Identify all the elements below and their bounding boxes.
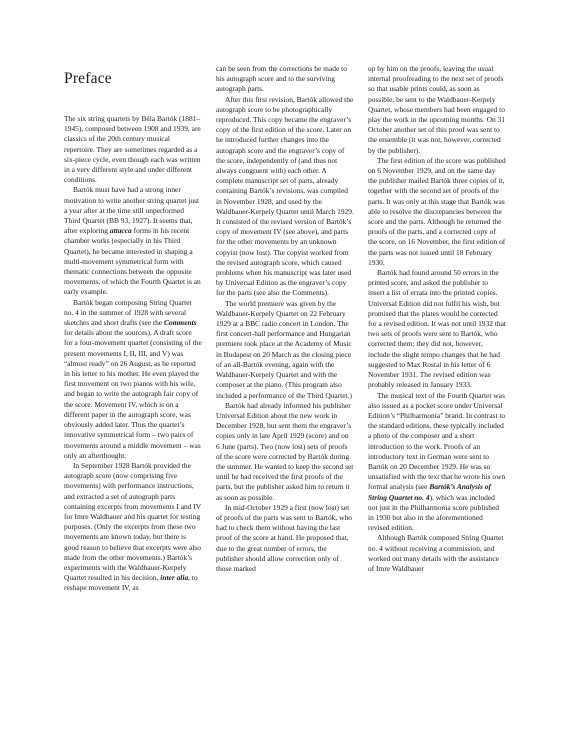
text-column-2 [216, 64, 354, 574]
text-column-1 [64, 114, 202, 594]
paragraph: Bartók had already informed his publisher Universal Edition about the new work in December 1928, but sent them the engraver’s copies only in late April 1929 (score) and on 6 June (parts). Two (now lost) sets of proofs of the score were corrected by Bartók during the summer. He wanted to keep the second set until he had received the first proofs of the parts, but the publisher asked him to return it as soon as possible. [216, 400, 354, 502]
paragraph: The first edition of the score was published on 6 November 1929, and on the same day the publisher mailed Bartók three copies of it, together with the second set of proofs of the parts. It was only at this stage that Bartók was able to resolve the discrepancies between the score and the parts. Although he returned the proofs of the parts, and a corrected copy of the score, on 16 November, the first edition of the parts was not issued until 18 February 1930. [368, 155, 506, 267]
paragraph: Although Bartók composed String Quartet no. 4 without receiving a commission, and worked out many details with the assistance of Imre Waldbauer [368, 533, 504, 573]
paragraph: Bartók had found around 50 errors in the printed score, and asked the publisher to insert a list of errata into the printed copies. Universal Edition did not fulfil his wish, but promised that the plates would be corrected for a revised edition. It was not until 1932 that two sets of proofs were sent to Bartók, who corrected them; they did not, however, include the slight tempo changes that he had suggested to Max Rostal in his letter of 6 November 1931. The revised edition was probably released in January 1933. [368, 268, 506, 390]
paragraph: Bartók must have had a strong inner motivation to write another string quartet just a year after at the time still unperformed Third Quartet (BB 93, 1927). It seems that, after exploring attacca forms in his recent chamber works (especially in his Third Quartet), he became interested in shaping a multi-movement symmetrical form with thematic connections between the opposite movements, of which the Fourth Quartet is an early example. [64, 185, 201, 297]
text-column-3 [368, 64, 506, 574]
paragraph: The six string quartets by Béla Bartók (1881–1945), composed between 1908 and 1939, are classics of the 20th century musical repertoire. They are sometimes regarded as a six-piece cycle, even though each was written in a very different style and under different conditions. [64, 114, 201, 185]
paragraph: In September 1928 Bartók provided the autograph score (now comprising five movements) with performance instructions, and extracted a set of autograph parts containing excerpts from movements I and IV for Imre Waldbauer and his quartet for testing purposes. (Only the excerpts from these two movements are known today, but there is good reason to believe that excerpts were also made from the other movements.) Bartók’s experiments with the Waldbauer-Kerpely Quartet resulted in his decision, inter alia, to reshape movement IV, as [64, 460, 202, 593]
page-title: Preface [64, 70, 112, 87]
paragraph: The musical text of the Fourth Quartet was also issued as a pocket score under Universal Edition’s “Philharmonia” brand. In contrast to the standard editions, these typically included a photo of the composer and a short introduction to the work. Proofs of an introductory text in German were sent to Bartók on 20 December 1929. He was so unsatisfied with the text that he wrote his own formal analysis (see Bartók’s Analysis of String Quartet no. 4), which was included not just in the Philharmonia score published in 1930 but also in the aforementioned revised edition. [368, 390, 506, 533]
paragraph: Bartók began composing String Quartet no. 4 in the summer of 1928 with several sketches and short drafts (see the Comments for details about the sources). A draft score for a four-movement quartet (consisting of the present movements I, II, III, and V) was “almost ready” on 26 August, as he reported in his letter to his mother. He even played the first movement on two pianos with his wife, and began to write the autograph fair copy of the score. Movement IV, which is on a different paper in the autograph score, was obviously added later. Thus the quartet’s innovative symmetrical form – two pairs of movements around a middle movement – was only an afterthought. [64, 297, 202, 460]
paragraph: In mid-October 1929 a first (now lost) set of proofs of the parts was sent to Bartók, who had to check them without having the last proof of the score at hand. He proposed that, due to the great number of errors, the publisher should allow correction only of those marked [216, 502, 352, 573]
paragraph: After this first revision, Bartók allowed the autograph score to be photographically reproduced. This copy became the engraver’s copy of the first edition of the score. Later on he introduced further changes into the autograph score and the engraver’s copy of the score, independently of (and thus not always congruent with) each other. A complete manuscript set of parts, already containing Bartók’s revisions, was compiled in November 1928, and used by the Waldbauer-Kerpely Quartet until March 1929. It consisted of the revised version of Bartók’s copy of movement IV (see above), and parts for the other movements by an unknown copyist (now lost). The copyist worked from the revised autograph score, which caused problems when his manuscript was later used by Universal Edition as the engraver’s copy for the parts (see also the Comments). [216, 94, 354, 298]
paragraph: up by him on the proofs, leaving the usual internal proofreading to the next set of proofs so that usable prints could, as soon as possible, be sent to the Waldbauer-Kerpely Quartet, whose members had been engaged to play the work in the upcoming months. On 31 October another set of this proof was sent to the ensemble (it was not, however, corrected by the publisher). [368, 64, 505, 155]
paragraph: can be seen from the corrections he made to his autograph score and to the surviving autograph parts. [216, 64, 347, 94]
paragraph: The world premiere was given by the Waldbauer-Kerpely Quartet on 22 February 1929 at a BBC radio concert in London. The first concert-hall performance and Hungarian premiere took place at the Academy of Music in Budapest on 20 March as the closing piece of an all-Bartók evening, again with the Waldbauer-Kerpely Quartet and with the composer at the piano. (This program also included a performance of the Third Quartet.) [216, 298, 352, 400]
